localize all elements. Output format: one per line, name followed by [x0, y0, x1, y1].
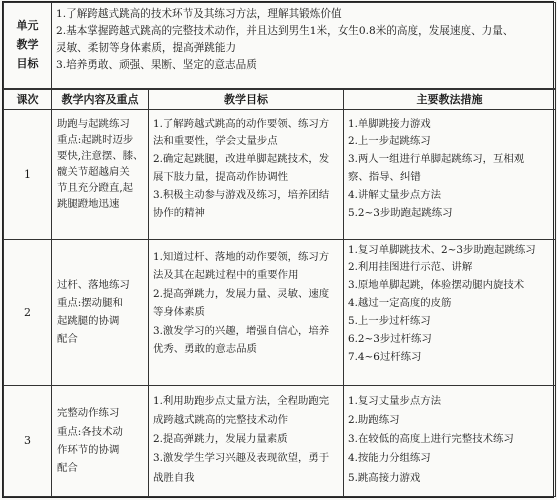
objective-line: 战胜自我: [153, 471, 195, 484]
content-line: 助跑与起跳练习: [57, 117, 130, 130]
content-line: 配合: [57, 333, 78, 346]
unit-goals-label: [4, 3, 52, 89]
content-line: 跳腿蹬地迅速: [57, 198, 120, 211]
unit-goals-text: [52, 3, 556, 89]
method-line: 4.按能力分组练习: [348, 452, 431, 465]
unit-goal: 灵敏、柔韧等身体素质，提高弹跳能力: [56, 42, 237, 55]
objective-line: 2.提高弹跳力，发展力量素质: [153, 433, 288, 446]
lesson-row-3: [4, 385, 556, 496]
objective-line: 展下肢力量，提高动作协调性: [153, 171, 289, 184]
objective-line: 成跨越式跳高的完整技术动作: [153, 413, 289, 426]
method-line: 1.复习丈量步点方法: [348, 394, 442, 407]
lesson-methods: [344, 239, 556, 385]
unit-goal: 2.基本掌握跨越式跳高的完整技术动作，并且达到男生1米，女生0.8米的高度，发展速度、力量、: [56, 25, 514, 38]
header-content: 教学内容及重点: [52, 89, 149, 110]
unit-label-line: 目标: [16, 56, 39, 70]
objective-line: 优秀、勇敢的意志品质: [153, 343, 257, 356]
unit-goal: 3.培养勇敢、顽强、果断、坚定的意志品质: [56, 59, 257, 72]
method-line: 4.越过一定高度的皮筋: [348, 297, 452, 310]
method-line: 2.利用挂图进行示范、讲解: [348, 261, 473, 274]
content-line: 要快,注意摆、膝、: [57, 149, 144, 162]
lesson-objectives: [149, 109, 344, 239]
method-line: 1.单脚跳接力游戏: [348, 117, 431, 130]
method-line: 5.上一步过杆练习: [348, 315, 431, 328]
lesson-number: 2: [4, 239, 52, 385]
content-line: 过杆、落地练习: [57, 278, 130, 291]
objective-line: 协作的精神: [153, 207, 205, 219]
table-header-row: [4, 89, 556, 110]
header-lesson: 课次: [4, 89, 52, 110]
objective-line: 法和重要性，学会丈量步点: [153, 135, 278, 148]
method-line: 5.跳高接力游戏: [348, 471, 421, 484]
lesson-row-1: [4, 109, 556, 239]
lesson-content: [52, 385, 149, 496]
content-line: 起跳腿的协调: [57, 315, 120, 328]
method-line: 察、指导、纠错: [348, 171, 421, 184]
unit-goal: 1.了解跨越式跳高的技术环节及其练习方法，理解其锻炼价值: [56, 8, 342, 20]
objective-line: 法及其在起跳过程中的重要作用: [153, 269, 299, 282]
method-line: 3.在较低的高度上进行完整技术练习: [348, 433, 514, 446]
lesson-number: 3: [4, 385, 52, 496]
content-line: 髋关节超越肩关: [57, 165, 130, 178]
objective-line: 等身体素质: [153, 306, 205, 319]
objective-line: 1.知道过杆、落地的动作要领，练习方: [153, 250, 330, 263]
unit-goals-row: [4, 3, 556, 89]
lesson-content: [52, 239, 149, 385]
lesson-row-2: [4, 239, 556, 385]
header-objectives: 教学目标: [149, 89, 344, 110]
method-line: 1.复习单脚跳技术、2~3步助跑起跳练习: [348, 243, 536, 256]
lesson-objectives: [149, 385, 344, 496]
lesson-methods: [344, 385, 556, 496]
objective-line: 1.了解跨越式跳高的动作要领、练习方: [153, 117, 330, 130]
unit-label-line: 单元: [16, 19, 39, 33]
content-line: 重点:各技术动: [57, 425, 123, 438]
method-line: 6.2~3步过杆练习: [348, 333, 432, 345]
lesson-content: [52, 109, 149, 239]
unit-label-line: 教学: [16, 37, 39, 51]
lesson-plan-sheet: [2, 1, 554, 498]
lesson-objectives: [149, 239, 344, 385]
method-line: 3.原地单脚起跳，体验摆动腿内旋技术: [348, 279, 525, 292]
content-line: 重点:摆动腿和: [57, 296, 123, 309]
objective-line: 1.利用助跑步点丈量方法，全程助跑完: [153, 394, 330, 407]
lesson-plan-table: [3, 2, 556, 497]
header-methods: 主要教法措施: [344, 89, 556, 110]
method-line: 2.助跑练习: [348, 413, 400, 426]
content-line: 重点:起跳时迈步: [57, 133, 134, 146]
method-line: 5.2~3步助跑起跳练习: [348, 207, 453, 219]
objective-line: 3.积极主动参与游戏及练习，培养团结: [153, 189, 330, 202]
objective-line: 3.激发学生学习兴趣及表现欲望，勇于: [153, 452, 330, 465]
method-line: 7.4~6过杆练习: [348, 350, 422, 363]
method-line: 4.讲解丈量步点方法: [348, 189, 442, 202]
objective-line: 2.确定起跳腿，改进单脚起跳技术，发: [153, 153, 330, 166]
content-line: 节且充分蹬直,起: [57, 182, 134, 195]
lesson-number: 1: [4, 109, 52, 239]
method-line: 2.上一步起跳练习: [348, 135, 431, 148]
objective-line: 2.提高弹跳力，发展力量、灵敏、速度: [153, 287, 330, 300]
content-line: 配合: [57, 461, 78, 474]
content-line: 完整动作练习: [57, 407, 120, 420]
lesson-methods: [344, 109, 556, 239]
content-line: 作环节的协调: [57, 443, 120, 456]
objective-line: 3.激发学习的兴趣，增强自信心，培养: [153, 324, 330, 337]
method-line: 3.两人一组进行单脚起跳练习，互相观: [348, 153, 525, 166]
